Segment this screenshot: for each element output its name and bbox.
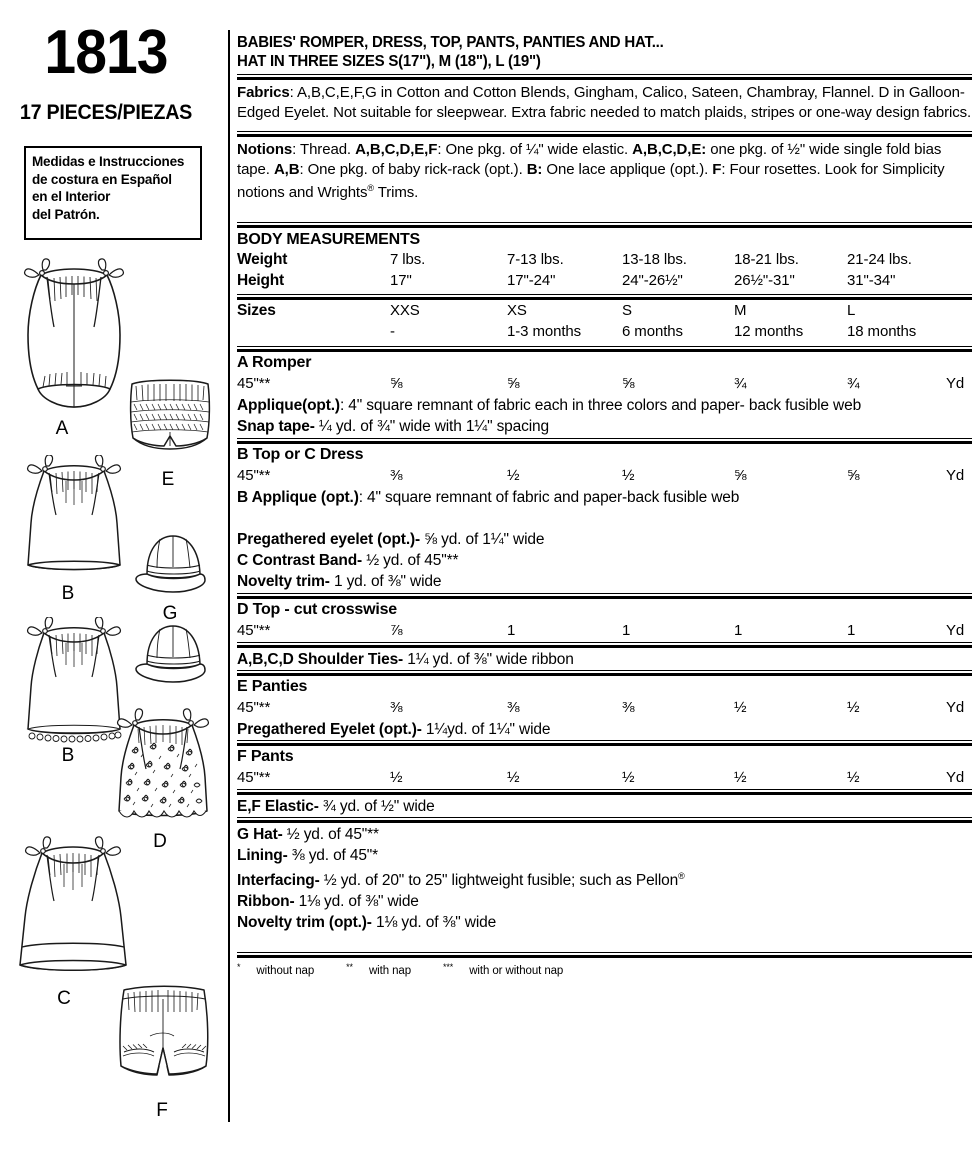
rule-before-shoulder-ties — [237, 645, 972, 648]
rule-before-b-top — [237, 441, 972, 444]
hat-novelty-text: 1⅛ yd. of ⅜" wide — [371, 913, 497, 931]
height-xxs: 17" — [390, 271, 412, 289]
size-xxs: XXS — [390, 301, 420, 319]
romper-yd-xxs: ⅝ — [390, 374, 403, 392]
fabrics-text: : A,B,C,E,F,G in Cotton and Cotton Blends, Gingham, Calico, Sateen, Chambray, Flannel. D in Galloon-Edged Eyelet. Not suitable for sleepwear. Extra fabric needed to match plaids, stripes or one-way design fabrics. — [237, 84, 972, 121]
ages-row — [237, 323, 977, 343]
yardage-row-d-top — [237, 622, 977, 642]
pants-width: 45"** — [237, 768, 271, 786]
notions-paragraph — [237, 140, 972, 203]
btop-note-novelty-trim — [237, 571, 977, 592]
illustration-label-c: C — [57, 988, 71, 1009]
btop-contrast-label: C Contrast Band- — [237, 551, 363, 569]
romper-snaptape-label: Snap tape- — [237, 417, 315, 435]
footnote-1 — [237, 961, 330, 978]
notions-seg3: one pkg. of ½" wide single fold bias tape. — [237, 141, 942, 178]
notions-seg5: One lace applique (opt.). — [542, 160, 713, 178]
illustration-top-plain — [18, 455, 130, 580]
section-heading-a-romper: A Romper — [237, 353, 312, 371]
btop-novelty-label: Novelty trim- — [237, 572, 330, 590]
dtop-yd-m: 1 — [734, 621, 743, 639]
rule-before-g-hat — [237, 820, 972, 823]
hat-label: G Hat- — [237, 825, 283, 843]
panties-yd-s: ⅜ — [622, 698, 635, 716]
height-s: 24"-26½" — [622, 271, 683, 289]
ribbon-label: Ribbon- — [237, 892, 295, 910]
notions-bold1: A,B,C,D,E,F — [355, 141, 438, 158]
panties-eyelet-label: Pregathered Eyelet (opt.)- — [237, 720, 422, 738]
romper-yd-xs: ⅝ — [507, 374, 520, 392]
right-column — [237, 0, 977, 977]
btop-applique-text: : 4" square remnant of fabric and paper-back fusible web — [358, 488, 740, 506]
btop-applique-label: B Applique (opt.) — [237, 488, 359, 506]
spanish-instructions-box — [24, 146, 202, 240]
lining-text: ⅜ yd. of 45"* — [287, 846, 379, 864]
yardage-row-a-romper — [237, 375, 977, 395]
rule-before-e-panties — [237, 673, 972, 676]
height-m: 26½"-31" — [734, 271, 795, 289]
size-l: L — [847, 301, 856, 319]
btop-eyelet-label: Pregathered eyelet (opt.)- — [237, 530, 421, 548]
romper-yd-m: ¾ — [734, 374, 747, 392]
measurement-row-weight — [237, 251, 977, 271]
footnote-2-text: with nap — [368, 965, 411, 978]
btop-yd-l: ⅝ — [847, 466, 860, 484]
age-xxs: - — [390, 322, 395, 340]
interfacing-text: ½ yd. of 20" to 25" lightweight fusible; such as Pellon — [319, 871, 679, 889]
dtop-yd-unit: Yd — [946, 621, 965, 639]
footnote-3-stars: *** — [443, 961, 454, 972]
panties-yd-xs: ⅜ — [507, 698, 520, 716]
yardage-row-f-pants — [237, 769, 977, 789]
btop-yd-m: ⅝ — [734, 466, 747, 484]
height-label: Height — [237, 271, 285, 289]
footnote-2-stars: ** — [346, 961, 353, 972]
illustration-dress — [12, 835, 134, 987]
section-heading-e-panties: E Panties — [237, 677, 308, 695]
hat-text: ½ yd. of 45"** — [282, 825, 379, 843]
fabrics-label: Fabrics — [237, 84, 290, 101]
illustration-label-b1: B — [61, 583, 75, 604]
romper-yd-s: ⅝ — [622, 374, 635, 392]
illustration-pants — [110, 980, 220, 1100]
elastic-line — [237, 796, 977, 817]
sizes-row — [237, 302, 977, 322]
panties-yd-l: ½ — [847, 698, 860, 716]
dtop-width: 45"** — [237, 621, 271, 639]
illustration-romper — [14, 255, 134, 435]
shoulder-ties-line — [237, 649, 977, 670]
footnote-3-text: with or without nap — [469, 965, 564, 978]
illustration-label-d: D — [153, 831, 167, 852]
footnote-1-stars: * — [237, 961, 241, 972]
weight-label: Weight — [237, 250, 288, 268]
pants-yd-xxs: ½ — [390, 768, 403, 786]
footnotes — [237, 962, 977, 978]
pattern-title-line2: HAT IN THREE SIZES S(17"), M (18"), L (19") — [237, 53, 541, 70]
illustration-label-f: F — [156, 1100, 168, 1121]
panties-width: 45"** — [237, 698, 271, 716]
romper-applique-label: Applique(opt.) — [237, 396, 340, 414]
rule-after-fabrics — [237, 134, 972, 137]
dtop-yd-l: 1 — [847, 621, 856, 639]
footnote-2 — [346, 961, 427, 978]
illustration-label-e: E — [161, 469, 175, 490]
shoulder-ties-label: A,B,C,D Shoulder Ties- — [237, 650, 404, 668]
btop-width: 45"** — [237, 466, 271, 484]
weight-s: 13-18 lbs. — [622, 250, 687, 268]
age-m: 12 months — [734, 322, 804, 340]
btop-note-applique — [237, 487, 977, 508]
pants-yd-unit: Yd — [946, 768, 965, 786]
illustration-hat-1 — [133, 530, 211, 598]
age-l: 18 months — [847, 322, 917, 340]
btop-novelty-text: 1 yd. of ⅜" wide — [329, 572, 442, 590]
notions-seg4: : One pkg. of baby rick-rack (opt.). — [299, 160, 527, 178]
pellon-registered-icon: ® — [678, 870, 685, 881]
rule-before-romper — [237, 349, 972, 352]
dtop-yd-xs: 1 — [507, 621, 516, 639]
notions-bold2: A,B,C,D,E: — [632, 141, 707, 158]
rule-after-title — [237, 77, 972, 80]
yardage-row-e-panties — [237, 699, 977, 719]
garment-illustrations — [0, 255, 228, 1155]
notions-seg6: : Four rosettes. Look for Simplicity notions and Wrights — [237, 160, 945, 201]
section-heading-b-top-c-dress: B Top or C Dress — [237, 445, 364, 463]
weight-m: 18-21 lbs. — [734, 250, 799, 268]
romper-note-applique — [237, 395, 972, 416]
illustration-eyelet-top — [108, 707, 218, 829]
notions-seg1: : Thread. — [292, 141, 356, 158]
btop-eyelet-text: ⅝ yd. of 1¼" wide — [420, 530, 545, 548]
lining-label: Lining- — [237, 846, 288, 864]
body-measurements-heading: BODY MEASUREMENTS — [237, 230, 420, 248]
romper-width: 45"** — [237, 374, 271, 392]
pattern-title-line1: BABIES' ROMPER, DRESS, TOP, PANTS, PANTIES AND HAT... — [237, 34, 664, 51]
illustration-label-b2: B — [61, 745, 75, 766]
weight-xxs: 7 lbs. — [390, 250, 426, 268]
piece-count: 17 PIECES/PIEZAS — [19, 101, 193, 124]
dtop-yd-s: 1 — [622, 621, 631, 639]
hat-line-interfacing — [237, 866, 977, 891]
notions-seg2: : One pkg. of ¼" wide elastic. — [437, 141, 633, 158]
pants-yd-xs: ½ — [507, 768, 520, 786]
spanish-line-4: del Patrón. — [32, 206, 100, 222]
column-divider — [228, 30, 230, 1122]
notions-bold4: B: — [526, 160, 543, 178]
height-xs: 17"-24" — [507, 271, 556, 289]
section-heading-f-pants: F Pants — [237, 747, 294, 765]
size-m: M — [734, 301, 747, 319]
spanish-line-1: Medidas e Instrucciones — [32, 154, 185, 169]
romper-yd-l: ¾ — [847, 374, 860, 392]
panties-yd-unit: Yd — [946, 698, 965, 716]
weight-xs: 7-13 lbs. — [507, 250, 564, 268]
panties-eyelet-text: 1¼yd. of 1¼" wide — [421, 720, 551, 738]
interfacing-label: Interfacing- — [237, 871, 320, 889]
dtop-yd-xxs: ⅞ — [390, 621, 403, 639]
left-column — [0, 0, 228, 1155]
hat-novelty-label: Novelty trim (opt.)- — [237, 913, 372, 931]
btop-yd-xxs: ⅜ — [390, 466, 403, 484]
rule-after-notions — [237, 225, 972, 228]
hat-line-ribbon — [237, 891, 977, 912]
measurement-row-height — [237, 272, 977, 292]
registered-trademark-icon: ® — [367, 183, 374, 193]
elastic-label: E,F Elastic- — [237, 797, 319, 815]
rule-before-d-top — [237, 596, 972, 599]
size-s: S — [622, 301, 632, 319]
romper-yd-unit: Yd — [946, 374, 965, 392]
pants-yd-m: ½ — [734, 768, 747, 786]
btop-blank-line — [237, 508, 977, 529]
btop-yd-unit: Yd — [946, 466, 965, 484]
yardage-row-b-top-c-dress — [237, 467, 977, 487]
fabrics-paragraph — [237, 83, 972, 122]
weight-l: 21-24 lbs. — [847, 250, 912, 268]
footnote-3 — [443, 961, 579, 978]
romper-snaptape-text: ¼ yd. of ¾" wide with 1¼" spacing — [314, 417, 549, 435]
pants-yd-s: ½ — [622, 768, 635, 786]
notions-bold3: A,B — [273, 160, 300, 178]
btop-note-contrast-band — [237, 550, 977, 571]
notions-bold5: F — [712, 160, 722, 178]
age-xs: 1-3 months — [507, 322, 582, 340]
romper-note-snaptape — [237, 416, 977, 437]
hat-line-novelty-trim — [237, 912, 977, 933]
illustration-hat-2 — [133, 620, 211, 688]
elastic-text: ¾ yd. of ½" wide — [318, 797, 435, 815]
age-s: 6 months — [622, 322, 683, 340]
rule-before-sizes — [237, 297, 972, 300]
panties-yd-xxs: ⅜ — [390, 698, 403, 716]
illustration-panties — [122, 370, 218, 462]
panties-yd-m: ½ — [734, 698, 747, 716]
rule-before-elastic — [237, 792, 972, 795]
illustration-label-a: A — [55, 418, 69, 439]
notions-seg7: Trims. — [373, 184, 419, 201]
hat-line-g-hat — [237, 824, 977, 845]
size-xs: XS — [507, 301, 527, 319]
sizes-label: Sizes — [237, 301, 276, 319]
rule-before-f-pants — [237, 743, 972, 746]
hat-line-lining — [237, 845, 977, 866]
btop-yd-xs: ½ — [507, 466, 520, 484]
rule-before-footnotes — [237, 955, 972, 958]
romper-applique-text: : 4" square remnant of fabric each in three colors and paper- back fusible web — [339, 396, 862, 414]
pattern-number: 1813 — [44, 18, 168, 87]
btop-contrast-text: ½ yd. of 45"** — [362, 551, 459, 569]
section-heading-d-top: D Top - cut crosswise — [237, 600, 397, 618]
footnote-1-text: without nap — [256, 965, 315, 978]
spanish-line-2: de costura en Español — [32, 171, 172, 187]
panties-note-pregathered-eyelet — [237, 719, 977, 740]
notions-label: Notions — [237, 141, 293, 158]
pants-yd-l: ½ — [847, 768, 860, 786]
illustration-label-g1: G — [162, 603, 178, 624]
shoulder-ties-text: 1¼ yd. of ⅜" wide ribbon — [403, 650, 574, 668]
ribbon-text: 1⅛ yd. of ⅜" wide — [294, 892, 419, 910]
spanish-line-3: en el Interior — [32, 189, 111, 204]
btop-note-pregathered-eyelet — [237, 529, 977, 550]
height-l: 31"-34" — [847, 271, 896, 289]
btop-yd-s: ½ — [622, 466, 635, 484]
